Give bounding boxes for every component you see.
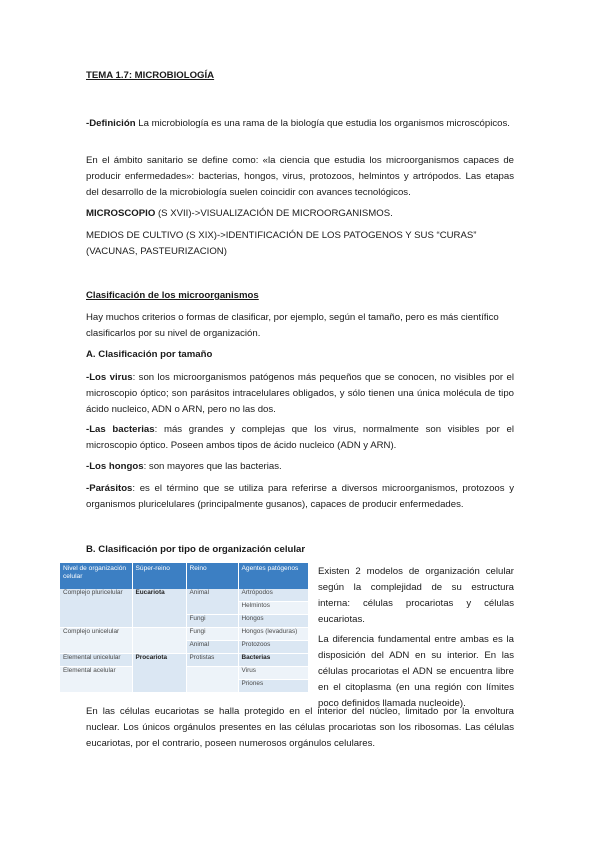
medios-text: MEDIOS DE CULTIVO (S XIX)->IDENTIFICACIÓN DE LOS PATOGENOS Y SUS “CURAS” (VACUNAS, PASTEURIZACION) — [86, 230, 477, 257]
bacterias-label: -Las bacterias — [86, 424, 155, 435]
table-cell: Hongos — [238, 615, 308, 628]
table-cell — [132, 628, 186, 654]
table-cell: Animal — [186, 641, 238, 654]
table-cell: Fungi — [186, 615, 238, 628]
definition-label: -Definición — [86, 118, 136, 129]
definition-text: La microbiología es una rama de la biología que estudia los organismos microscópicos. — [135, 118, 510, 129]
bacterias-text: : más grandes y complejas que los virus, normalmente son visibles por el microscopio óptico. Poseen ambos tipos de ácido nucleico (ADN y ARN). — [86, 424, 514, 451]
ambito-text: En el ámbito sanitario se define como: «la ciencia que estudia los microorganismos capaces de producir enfermedades»: bacterias, hongos, virus, protozoos, helmintos y artrópodos. Las etapas del desarrollo de la microbiología suelen coincidir con avances tecnológicos. — [86, 155, 514, 198]
table-cell: Animal — [186, 589, 238, 615]
table-cell: Eucariota — [132, 589, 186, 628]
parasitos-block — [86, 481, 514, 513]
section-b-heading-block — [86, 542, 514, 558]
table-cell: Protistas — [186, 654, 238, 667]
table-cell: Helmintos — [238, 602, 308, 615]
side-paragraph-1 — [318, 564, 514, 628]
virus-text: : son los microorganismos patógenos más pequeños que se conocen, no visibles por el microscopio óptico; son parásitos intracelulares obligados, y sólo tienen una única molécula de tipo ácido nucleico, ADN o ARN, pero no las dos. — [86, 372, 514, 415]
table-cell: Complejo unicelular — [60, 628, 132, 654]
table-header: Nivel de organización celular — [60, 563, 132, 589]
classification-intro-block — [86, 310, 514, 342]
classification-heading-block — [86, 288, 514, 304]
classification-intro: Hay muchos criterios o formas de clasificar, por ejemplo, según el tamaño, pero es más científico clasificarlos por su nivel de organización. — [86, 312, 499, 339]
table-row — [60, 654, 308, 667]
section-b-heading: B. Clasificación por tipo de organización celular — [86, 544, 306, 555]
hongos-text: : son mayores que las bacterias. — [143, 461, 282, 472]
table-cell: Elemental unicelular — [60, 654, 132, 667]
microscopio-label: MICROSCOPIO — [86, 208, 156, 219]
final-text: En las células eucariotas se halla protegido en el interior del núcleo, limitado por la envoltura nuclear. Los únicos orgánulos presentes en las células procariotas son los ribosomas. Las células eucariotas, por el contrario, poseen numerosos orgánulos celulares. — [86, 706, 514, 749]
table-row — [60, 628, 308, 641]
classification-heading: Clasificación de los microorganismos — [86, 290, 259, 301]
table-header-row — [60, 563, 308, 589]
table-cell: Elemental acelular — [60, 667, 132, 693]
bacterias-block — [86, 422, 514, 454]
virus-block — [86, 370, 514, 418]
table-cell: Priones — [238, 680, 308, 693]
side-text-1: Existen 2 modelos de organización celular según la complejidad de su estructura interna: células procariotas y células eucariotas. — [318, 566, 514, 625]
table-header: Súper-reino — [132, 563, 186, 589]
medios-block — [86, 228, 514, 260]
section-a-heading-block — [86, 347, 514, 363]
organization-table — [60, 563, 309, 693]
section-a-heading: A. Clasificación por tamaño — [86, 349, 213, 360]
table-cell — [186, 667, 238, 693]
table-cell: Protozoos — [238, 641, 308, 654]
ambito-block — [86, 153, 514, 201]
parasitos-text: : es el término que se utiliza para referirse a diversos microorganismos, protozoos y organismos pluricelulares (principalmente gusanos), capaces de producir enfermedades. — [86, 483, 514, 510]
virus-label: -Los virus — [86, 372, 133, 383]
table-cell: Complejo pluricelular — [60, 589, 132, 628]
parasitos-label: -Parásitos — [86, 483, 133, 494]
hongos-label: -Los hongos — [86, 461, 144, 472]
table-row — [60, 589, 308, 602]
table-cell: Bacterias — [238, 654, 308, 667]
definition-block — [86, 116, 514, 132]
final-paragraph — [86, 704, 514, 752]
table-cell: Fungi — [186, 628, 238, 641]
page-title: TEMA 1.7: MICROBIOLOGÍA — [86, 70, 215, 81]
table-cell: Procariota — [132, 654, 186, 693]
microscopio-block — [86, 206, 514, 222]
table-cell: Virus — [238, 667, 308, 680]
table-cell: Hongos (levaduras) — [238, 628, 308, 641]
side-text-2: La diferencia fundamental entre ambas es la disposición del ADN en su interior. En las células procariotas el ADN se encuentra libre en el citoplasma (en una región con límites poco definidos llamada nucleoide). — [318, 634, 514, 709]
table-cell: Artrópodos — [238, 589, 308, 602]
side-paragraph-2 — [318, 632, 514, 712]
microscopio-text: (S XVII)->VISUALIZACIÓN DE MICROORGANISMOS. — [155, 208, 393, 219]
table-header: Agentes patógenos — [238, 563, 308, 589]
table-header: Reino — [186, 563, 238, 589]
hongos-block — [86, 459, 514, 475]
